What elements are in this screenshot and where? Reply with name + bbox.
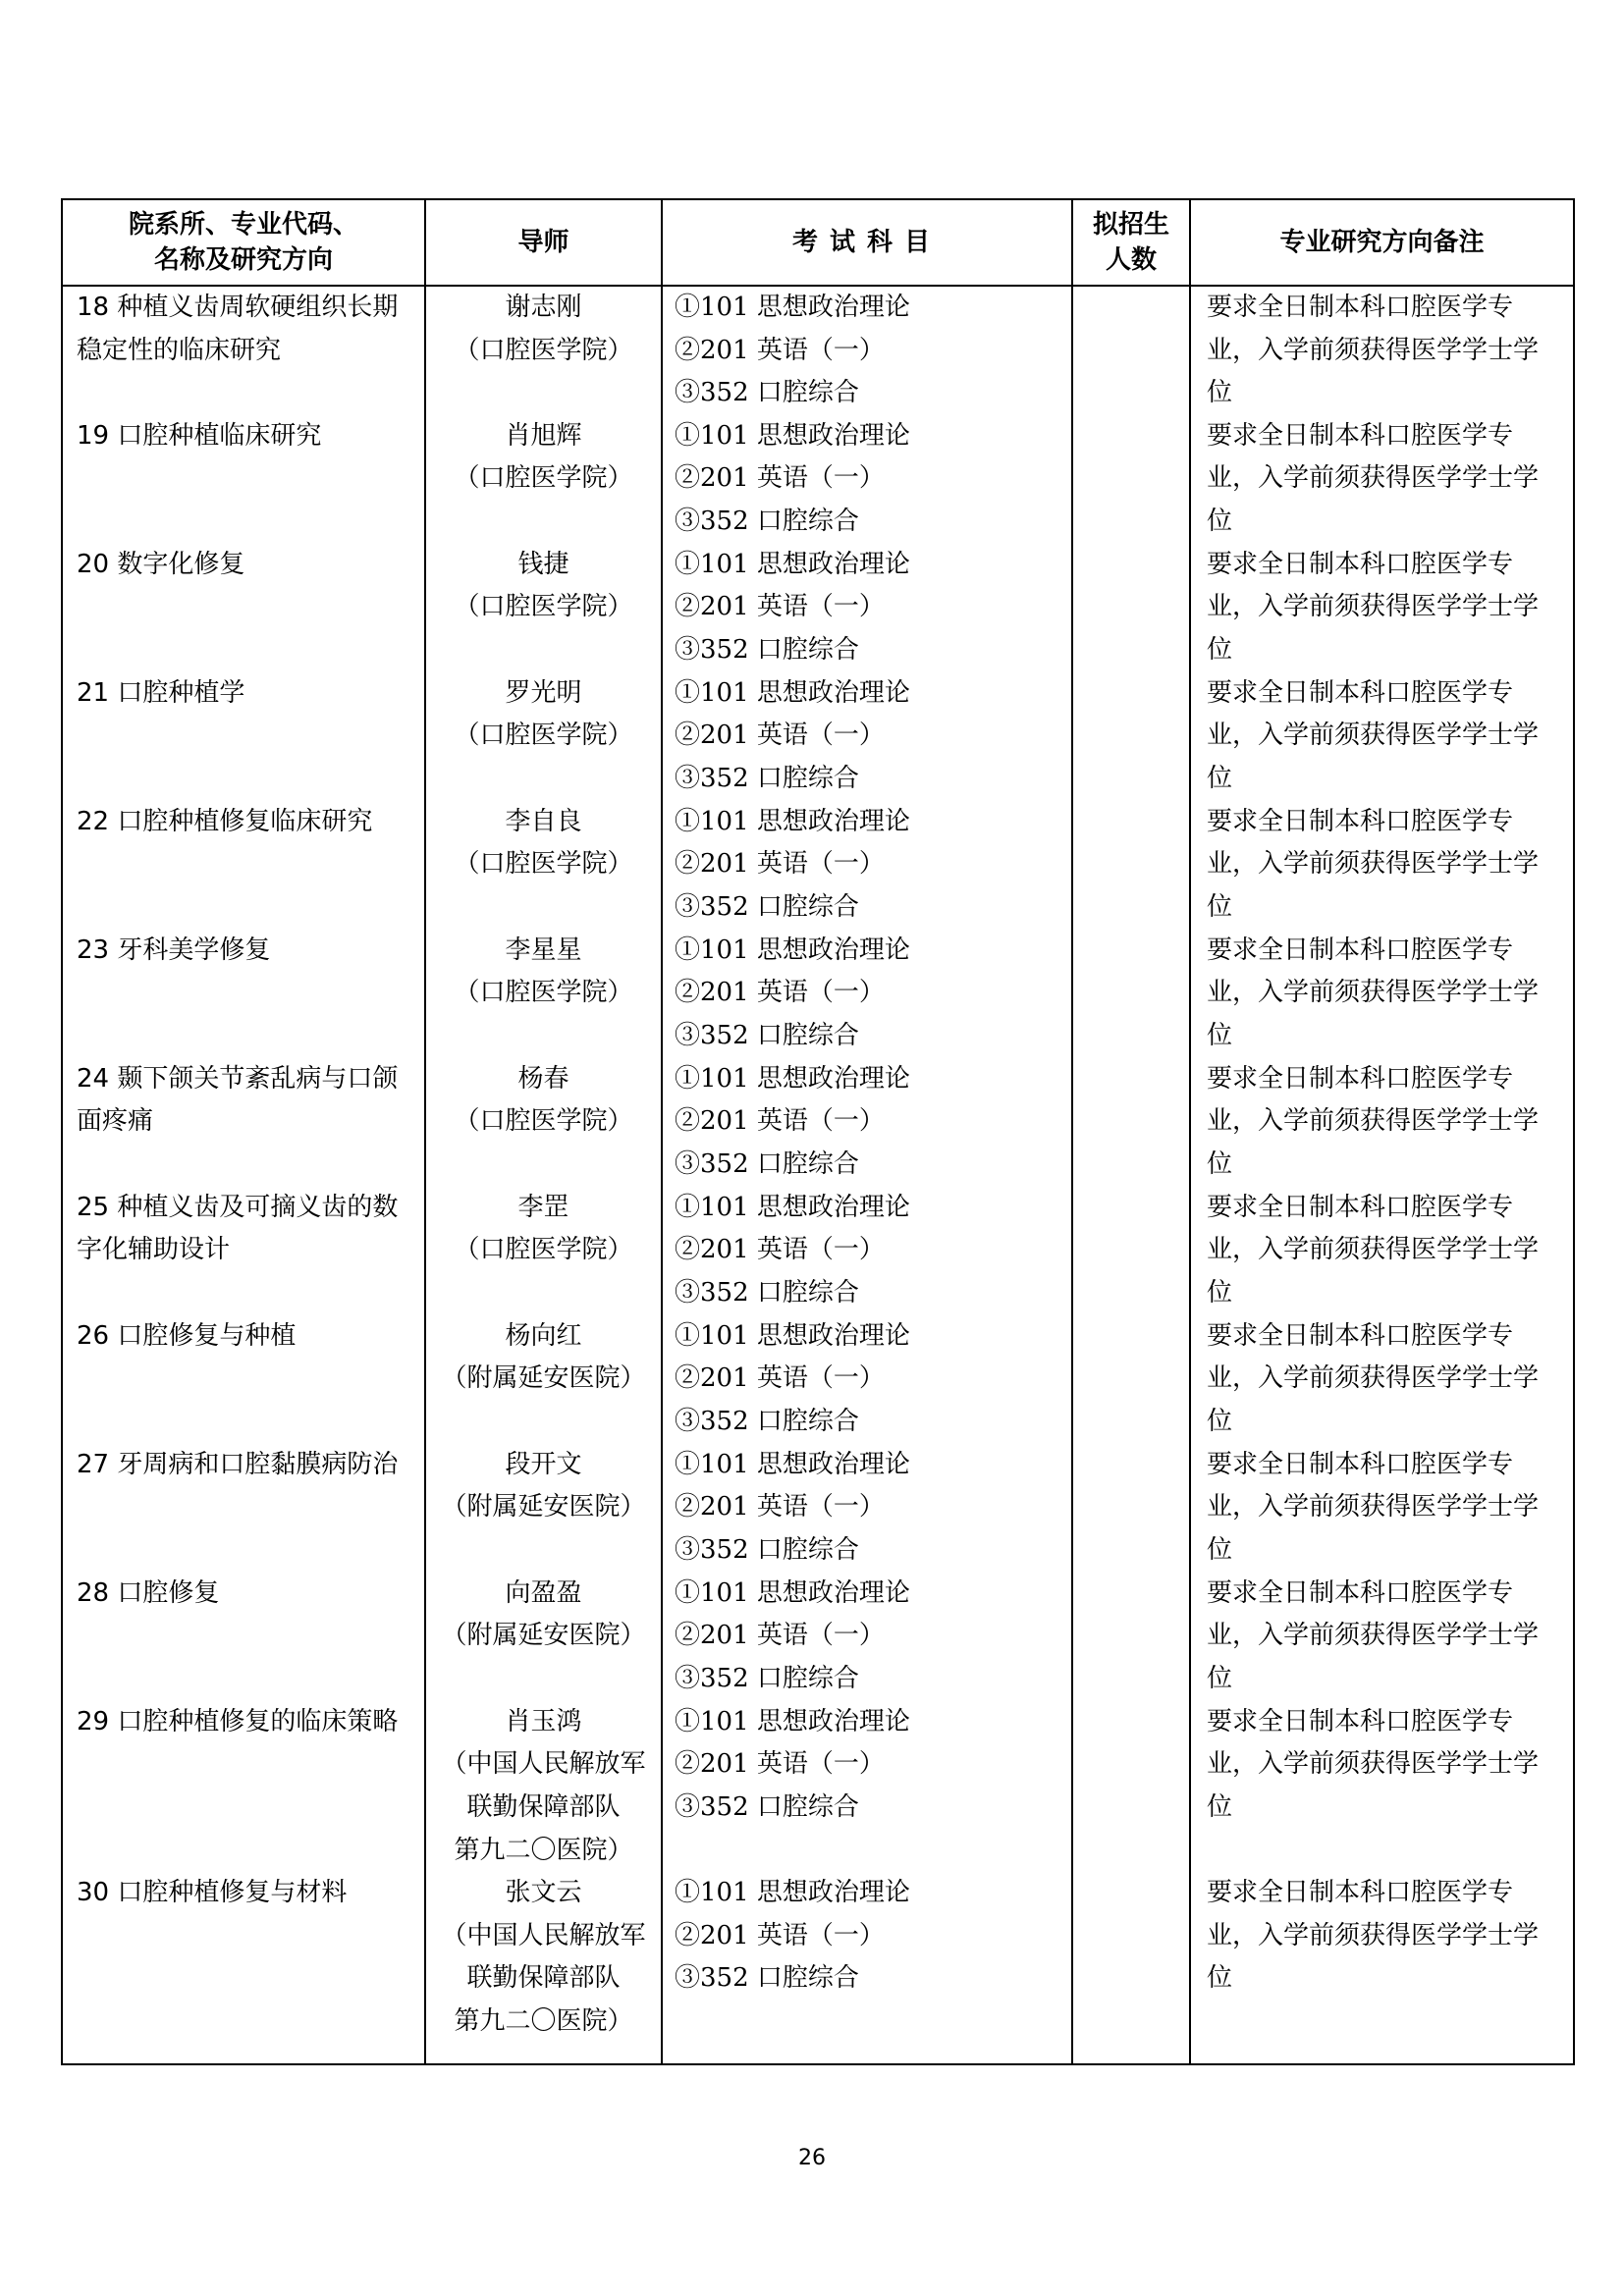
table-row (62, 415, 1574, 544)
advisor-affiliation: 第九二〇医院） (454, 1835, 633, 1865)
exam-subjects-cell (662, 801, 1072, 930)
exam-subject-item: ③352 口腔综合 (675, 634, 859, 665)
quota-cell (1072, 1872, 1190, 2064)
direction-cell (62, 1315, 425, 1444)
direction-cell (62, 1573, 425, 1701)
direction-name: 口腔修复 (117, 1577, 220, 1608)
advisor-name: 李自良 (505, 806, 582, 836)
exam-subject-item: ②201 英语（一） (675, 721, 885, 751)
exam-subject-item: ②201 英语（一） (675, 1106, 885, 1137)
direction-name: 口腔种植修复与材料 (117, 1878, 348, 1908)
quota-cell (1072, 1701, 1190, 1872)
exam-subjects-cell (662, 1187, 1072, 1315)
page-number: 26 (798, 2146, 826, 2170)
direction-name: 数字化修复 (117, 549, 245, 579)
direction-text (77, 1872, 414, 1915)
header-exam-subjects (662, 199, 1072, 286)
quota-cell (1072, 801, 1190, 930)
quota-cell (1072, 415, 1190, 544)
remark-text: 要求全日制本科口腔医学专业，入学前须获得医学学士学位 (1207, 677, 1540, 793)
exam-subject-item: ③352 口腔综合 (675, 1663, 859, 1693)
quota-cell (1072, 286, 1190, 415)
direction-number: 22 (77, 806, 110, 836)
exam-subjects-cell (662, 1058, 1072, 1187)
advisor-affiliation: 联勤保障部队 (466, 1791, 621, 1822)
table-row (62, 1058, 1574, 1187)
exam-subjects-cell (662, 930, 1072, 1058)
exam-subject-item: ①101 思想政治理论 (675, 293, 910, 322)
exam-subject-item: ①101 思想政治理论 (675, 934, 910, 965)
direction-name: 牙科美学修复 (117, 934, 271, 965)
exam-subjects-cell (662, 544, 1072, 672)
advisor-cell (425, 1872, 662, 2064)
direction-cell (62, 1444, 425, 1573)
exam-subject-item: ③352 口腔综合 (675, 1020, 859, 1050)
advisor-affiliation: （口腔医学院） (454, 1235, 633, 1265)
remark-cell (1190, 415, 1574, 544)
direction-cell (62, 1701, 425, 1872)
direction-name: 口腔修复与种植 (117, 1320, 297, 1351)
exam-subject-item: ①101 思想政治理论 (675, 1192, 910, 1222)
remark-cell (1190, 672, 1574, 801)
remark-cell (1190, 1315, 1574, 1444)
table-row (62, 1872, 1574, 2064)
remark-cell (1190, 286, 1574, 415)
exam-subject-item: ①101 思想政治理论 (675, 677, 910, 708)
direction-cell (62, 1058, 425, 1187)
direction-text (77, 1058, 414, 1144)
direction-number: 25 (77, 1192, 110, 1222)
direction-text (77, 1187, 414, 1272)
direction-text (77, 287, 414, 372)
direction-number: 24 (77, 1063, 110, 1094)
header-remarks (1190, 199, 1574, 286)
exam-subject-item: ②201 英语（一） (675, 1235, 885, 1265)
direction-name: 种植义齿周软硬组织长期稳定性的临床研究 (77, 293, 399, 365)
header-advisor-label: 导师 (517, 228, 569, 257)
exam-subject-item: ③352 口腔综合 (675, 1963, 859, 1994)
exam-subject-item: ③352 口腔综合 (675, 891, 859, 922)
exam-subject-item: ③352 口腔综合 (675, 506, 859, 536)
header-quota-line-2: 人数 (1105, 245, 1157, 275)
direction-name: 牙周病和口腔黏膜病防治 (117, 1449, 399, 1479)
quota-cell (1072, 1444, 1190, 1573)
quota-cell (1072, 1315, 1190, 1444)
remark-text: 要求全日制本科口腔医学专业，入学前须获得医学学士学位 (1207, 1577, 1540, 1693)
exam-subjects-cell (662, 672, 1072, 801)
remark-cell (1190, 1701, 1574, 1872)
remark-text: 要求全日制本科口腔医学专业，入学前须获得医学学士学位 (1207, 549, 1540, 665)
exam-subject-item: ③352 口腔综合 (675, 1406, 859, 1436)
remark-cell (1190, 930, 1574, 1058)
advisor-affiliation: （口腔医学院） (454, 335, 633, 365)
advisor-cell (425, 1187, 662, 1315)
remark-cell (1190, 1444, 1574, 1573)
remark-text: 要求全日制本科口腔医学专业，入学前须获得医学学士学位 (1207, 1449, 1540, 1565)
direction-text (77, 544, 414, 587)
exam-subjects-cell (662, 1872, 1072, 2064)
advisor-name: 谢志刚 (505, 293, 582, 322)
exam-subject-item: ①101 思想政治理论 (675, 1063, 910, 1094)
advisor-cell (425, 415, 662, 544)
header-exam-subjects-label: 考试科目 (791, 228, 942, 257)
exam-subjects-cell (662, 1701, 1072, 1872)
table-row (62, 801, 1574, 930)
direction-text (77, 801, 414, 844)
direction-cell (62, 930, 425, 1058)
quota-cell (1072, 1573, 1190, 1701)
direction-cell (62, 672, 425, 801)
table-row (62, 1187, 1574, 1315)
exam-subject-item: ①101 思想政治理论 (675, 806, 910, 836)
advisor-name: 钱捷 (517, 549, 569, 579)
exam-subject-item: ③352 口腔综合 (675, 763, 859, 793)
quota-cell (1072, 1058, 1190, 1187)
advisor-name: 肖玉鸿 (505, 1706, 582, 1736)
remark-cell (1190, 1573, 1574, 1701)
remark-text: 要求全日制本科口腔医学专业，入学前须获得医学学士学位 (1207, 1192, 1540, 1308)
direction-number: 21 (77, 677, 110, 708)
exam-subject-item: ③352 口腔综合 (675, 1534, 859, 1565)
exam-subject-item: ③352 口腔综合 (675, 1277, 859, 1308)
table-row (62, 672, 1574, 801)
remark-text: 要求全日制本科口腔医学专业，入学前须获得医学学士学位 (1207, 1706, 1540, 1822)
quota-cell (1072, 672, 1190, 801)
advisor-affiliation: （口腔医学院） (454, 592, 633, 622)
exam-subject-item: ①101 思想政治理论 (675, 420, 910, 451)
header-department (62, 199, 425, 286)
remark-cell (1190, 801, 1574, 930)
remark-text: 要求全日制本科口腔医学专业，入学前须获得医学学士学位 (1207, 420, 1540, 536)
header-remarks-label: 专业研究方向备注 (1279, 228, 1485, 257)
remark-text: 要求全日制本科口腔医学专业，入学前须获得医学学士学位 (1207, 293, 1540, 408)
direction-text (77, 930, 414, 973)
direction-cell (62, 415, 425, 544)
direction-number: 30 (77, 1878, 110, 1908)
direction-cell (62, 286, 425, 415)
remark-cell (1190, 1187, 1574, 1315)
exam-subjects-cell (662, 1444, 1072, 1573)
remark-text: 要求全日制本科口腔医学专业，入学前须获得医学学士学位 (1207, 1878, 1540, 1994)
header-quota (1072, 199, 1190, 286)
advisor-cell (425, 286, 662, 415)
advisor-affiliation: 第九二〇医院） (454, 2005, 633, 2036)
exam-subject-item: ①101 思想政治理论 (675, 1320, 910, 1351)
advisor-affiliation: 联勤保障部队 (466, 1963, 621, 1994)
exam-subject-item: ②201 英语（一） (675, 1363, 885, 1394)
exam-subjects-cell (662, 1315, 1072, 1444)
exam-subject-item: ②201 英语（一） (675, 463, 885, 494)
advisor-cell (425, 1701, 662, 1872)
remark-text: 要求全日制本科口腔医学专业，入学前须获得医学学士学位 (1207, 934, 1540, 1050)
direction-name: 口腔种植学 (117, 677, 245, 708)
direction-number: 26 (77, 1320, 110, 1351)
advisor-name: 张文云 (505, 1878, 582, 1908)
advisor-cell (425, 1315, 662, 1444)
direction-cell (62, 544, 425, 672)
advisor-cell (425, 544, 662, 672)
advisor-cell (425, 1573, 662, 1701)
table-row (62, 286, 1574, 415)
direction-number: 23 (77, 934, 110, 965)
direction-number: 18 (77, 293, 110, 322)
direction-name: 种植义齿及可摘义齿的数字化辅助设计 (77, 1192, 399, 1265)
table-row (62, 1701, 1574, 1872)
table-row (62, 1315, 1574, 1444)
exam-subject-item: ②201 英语（一） (675, 978, 885, 1008)
direction-number: 27 (77, 1449, 110, 1479)
quota-cell (1072, 1187, 1190, 1315)
header-advisor (425, 199, 662, 286)
table-row (62, 1573, 1574, 1701)
advisor-affiliation: （口腔医学院） (454, 978, 633, 1008)
exam-subject-item: ②201 英语（一） (675, 849, 885, 880)
advisor-cell (425, 1058, 662, 1187)
remark-cell (1190, 1872, 1574, 2064)
exam-subject-item: ①101 思想政治理论 (675, 1577, 910, 1608)
advisor-affiliation: （口腔医学院） (454, 463, 633, 494)
advisor-affiliation: （口腔医学院） (454, 849, 633, 880)
direction-text (77, 1444, 414, 1487)
advisor-name: 李星星 (505, 934, 582, 965)
advisor-affiliation: （中国人民解放军 (441, 1920, 646, 1950)
advisor-cell (425, 930, 662, 1058)
exam-subject-item: ③352 口腔综合 (675, 1148, 859, 1179)
advisor-cell (425, 1444, 662, 1573)
exam-subject-item: ①101 思想政治理论 (675, 1706, 910, 1736)
advisor-name: 段开文 (505, 1449, 582, 1479)
advisor-affiliation: （附属延安医院） (441, 1363, 646, 1394)
exam-subjects-cell (662, 1573, 1072, 1701)
direction-number: 29 (77, 1706, 110, 1736)
advisor-name: 杨向红 (505, 1320, 582, 1351)
direction-text (77, 1315, 414, 1359)
table-row (62, 1444, 1574, 1573)
exam-subjects-cell (662, 286, 1072, 415)
direction-text (77, 1701, 414, 1744)
exam-subject-item: ③352 口腔综合 (675, 378, 859, 408)
exam-subject-item: ①101 思想政治理论 (675, 1878, 910, 1908)
table-row (62, 544, 1574, 672)
direction-name: 口腔种植修复临床研究 (117, 806, 373, 836)
header-department-line-2: 名称及研究方向 (153, 245, 333, 275)
direction-number: 20 (77, 549, 110, 579)
exam-subject-item: ①101 思想政治理论 (675, 1449, 910, 1479)
exam-subjects-cell (662, 415, 1072, 544)
direction-name: 颞下颌关节紊乱病与口颌面疼痛 (77, 1063, 399, 1137)
advisor-name: 肖旭辉 (505, 420, 582, 451)
exam-subject-item: ②201 英语（一） (675, 1749, 885, 1780)
exam-subject-item: ②201 英语（一） (675, 335, 885, 365)
quota-cell (1072, 930, 1190, 1058)
direction-cell (62, 801, 425, 930)
advisor-affiliation: （口腔医学院） (454, 1106, 633, 1137)
direction-name: 口腔种植修复的临床策略 (117, 1706, 399, 1736)
direction-cell (62, 1187, 425, 1315)
direction-cell (62, 1872, 425, 2064)
advisor-affiliation: （附属延安医院） (441, 1621, 646, 1651)
direction-text (77, 1573, 414, 1616)
header-quota-line-1: 拟招生 (1092, 210, 1169, 240)
advisor-name: 杨春 (517, 1063, 569, 1094)
exam-subject-item: ①101 思想政治理论 (675, 549, 910, 579)
remark-text: 要求全日制本科口腔医学专业，入学前须获得医学学士学位 (1207, 1063, 1540, 1179)
advisor-name: 向盈盈 (505, 1577, 582, 1608)
direction-text (77, 415, 414, 458)
exam-subject-item: ②201 英语（一） (675, 1920, 885, 1950)
advisor-affiliation: （附属延安医院） (441, 1492, 646, 1522)
table-body (62, 286, 1574, 2064)
direction-number: 19 (77, 420, 110, 451)
quota-cell (1072, 544, 1190, 672)
exam-subject-item: ③352 口腔综合 (675, 1791, 859, 1822)
remark-text: 要求全日制本科口腔医学专业，入学前须获得医学学士学位 (1207, 806, 1540, 922)
enrollment-table (61, 198, 1575, 2065)
exam-subject-item: ②201 英语（一） (675, 1621, 885, 1651)
direction-name: 口腔种植临床研究 (117, 420, 322, 451)
remark-cell (1190, 1058, 1574, 1187)
table-header-row (62, 199, 1574, 286)
exam-subject-item: ②201 英语（一） (675, 1492, 885, 1522)
advisor-name: 罗光明 (505, 677, 582, 708)
advisor-cell (425, 801, 662, 930)
remark-cell (1190, 544, 1574, 672)
table-row (62, 930, 1574, 1058)
header-department-line-1: 院系所、专业代码、 (128, 210, 358, 240)
exam-subject-item: ②201 英语（一） (675, 592, 885, 622)
advisor-affiliation: （中国人民解放军 (441, 1749, 646, 1780)
advisor-name: 李罡 (517, 1192, 569, 1222)
direction-number: 28 (77, 1577, 110, 1608)
advisor-affiliation: （口腔医学院） (454, 721, 633, 751)
direction-text (77, 672, 414, 716)
remark-text: 要求全日制本科口腔医学专业，入学前须获得医学学士学位 (1207, 1320, 1540, 1436)
advisor-cell (425, 672, 662, 801)
